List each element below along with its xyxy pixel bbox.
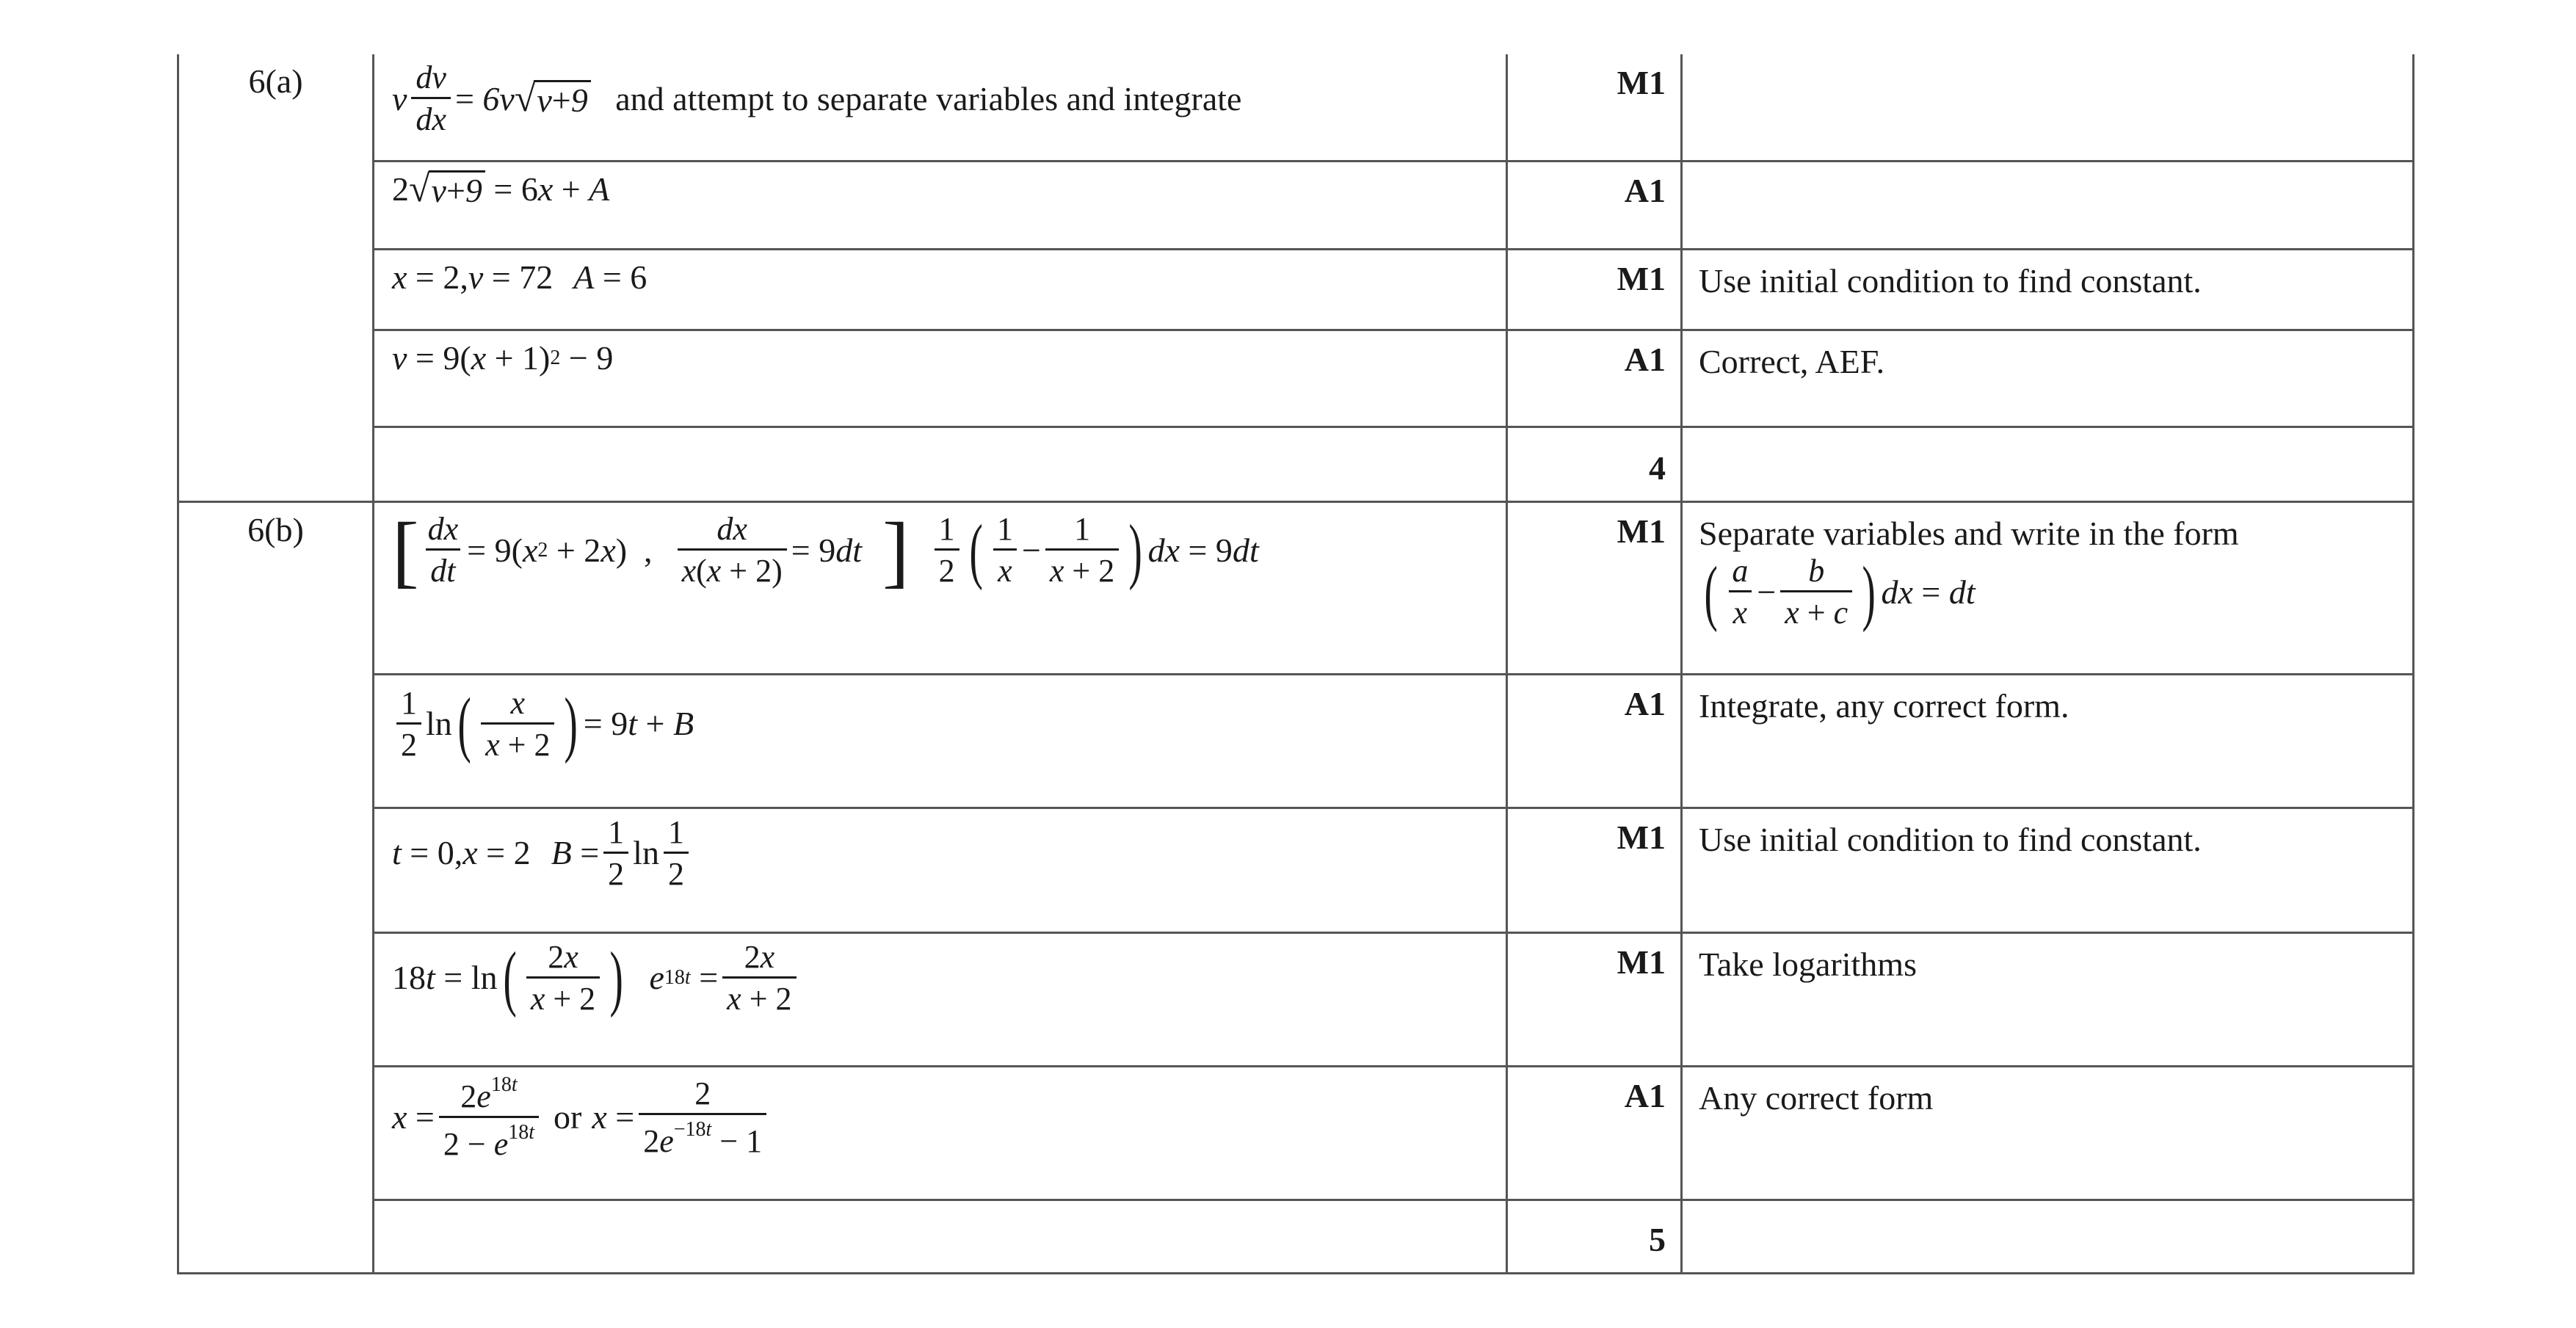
answer-cell — [374, 54, 1507, 161]
math-expression: x = 2, v = 72 A = 6 — [392, 258, 647, 296]
math-expression: v $\frac{dv}{dx}$ = 6v √ v+9 — [392, 62, 591, 136]
table-row — [178, 161, 2414, 249]
mark-cell: A1 — [1507, 1066, 1682, 1200]
guidance-cell: Use initial condition to find constant. — [1682, 808, 2414, 932]
math-expression: ( $\frac{a}{x}$ − $\frac{b}{x + c}$ ) dx = dt — [1704, 551, 1975, 633]
mark-cell: M1 — [1507, 54, 1682, 161]
math-expression: 18 t = ln ( $\frac{2x}{x + 2}$ ) e 18t = $\frac{2x}{x + 2}$ — [392, 941, 801, 1015]
table-row — [178, 501, 2414, 674]
question-label-6a: 6(a) — [178, 54, 374, 501]
guidance-cell — [1682, 501, 2414, 674]
table-row — [178, 674, 2414, 808]
guidance-cell: Any correct form — [1682, 1066, 2414, 1200]
mark-cell: A1 — [1507, 330, 1682, 427]
question-label-6b: 6(b) — [178, 501, 374, 1273]
answer-cell — [374, 1066, 1507, 1200]
answer-text: and attempt to separate variables and integrate — [615, 79, 1242, 117]
math-expression: 2 √ v+9 = 6 x + A — [392, 167, 610, 210]
answer-cell — [374, 427, 1507, 501]
table-row — [178, 427, 2414, 501]
mark-cell: M1 — [1507, 249, 1682, 330]
mark-scheme-table — [177, 54, 2414, 1274]
guidance-cell: Take logarithms — [1682, 932, 2414, 1066]
guidance-cell — [1682, 1200, 2414, 1273]
answer-cell — [374, 501, 1507, 674]
answer-cell — [374, 330, 1507, 427]
answer-cell — [374, 674, 1507, 808]
answer-cell — [374, 1200, 1507, 1273]
guidance-cell — [1682, 427, 2414, 501]
table-row — [178, 249, 2414, 330]
total-mark-cell: 4 — [1507, 427, 1682, 501]
guidance-text: Separate variables and write in the form — [1699, 514, 2239, 552]
guidance-cell — [1682, 54, 2414, 161]
table-row — [178, 808, 2414, 932]
guidance-cell: Correct, AEF. — [1682, 330, 2414, 427]
math-expression: v = 9( x + 1) 2 − 9 — [392, 338, 614, 377]
mark-cell: A1 — [1507, 161, 1682, 249]
table-row — [178, 1200, 2414, 1273]
math-expression: t = 0, x = 2 B = $\frac{1}{2}$ ln $\frac{1}{2}$ — [392, 816, 693, 890]
table-row — [178, 330, 2414, 427]
table-row — [178, 1066, 2414, 1200]
mark-cell: A1 — [1507, 674, 1682, 808]
math-expression: x = $\frac{2e^{18t}}{2 - e^{18t}}$ or x = $\frac{2}{2e^{-18t} - 1}$ — [392, 1075, 771, 1161]
total-mark-cell: 5 — [1507, 1200, 1682, 1273]
answer-cell — [374, 808, 1507, 932]
mark-cell: M1 — [1507, 932, 1682, 1066]
math-expression: $\frac{1}{2}$ ln ( $\frac{x}{x + 2}$ ) = 9 t + B — [392, 687, 694, 761]
answer-cell — [374, 161, 1507, 249]
mark-cell: M1 — [1507, 808, 1682, 932]
guidance-cell: Integrate, any correct form. — [1682, 674, 2414, 808]
or-text: or — [554, 1098, 582, 1136]
guidance-cell: Use initial condition to find constant. — [1682, 249, 2414, 330]
answer-cell — [374, 249, 1507, 330]
table-row — [178, 932, 2414, 1066]
table-row — [178, 54, 2414, 161]
math-expression: [ $\frac{dx}{dt}$ = 9( x 2 + 2 x ) , $\frac{dx}{x(x + 2)}$ = 9 dt ] $\frac{1}{2}$ ( $\frac{1}{x}$ − $\frac{1}{x + 2}$ ) dx = 9 dt — [392, 505, 1259, 595]
answer-cell — [374, 932, 1507, 1066]
mark-cell: M1 — [1507, 501, 1682, 674]
guidance-cell — [1682, 161, 2414, 249]
